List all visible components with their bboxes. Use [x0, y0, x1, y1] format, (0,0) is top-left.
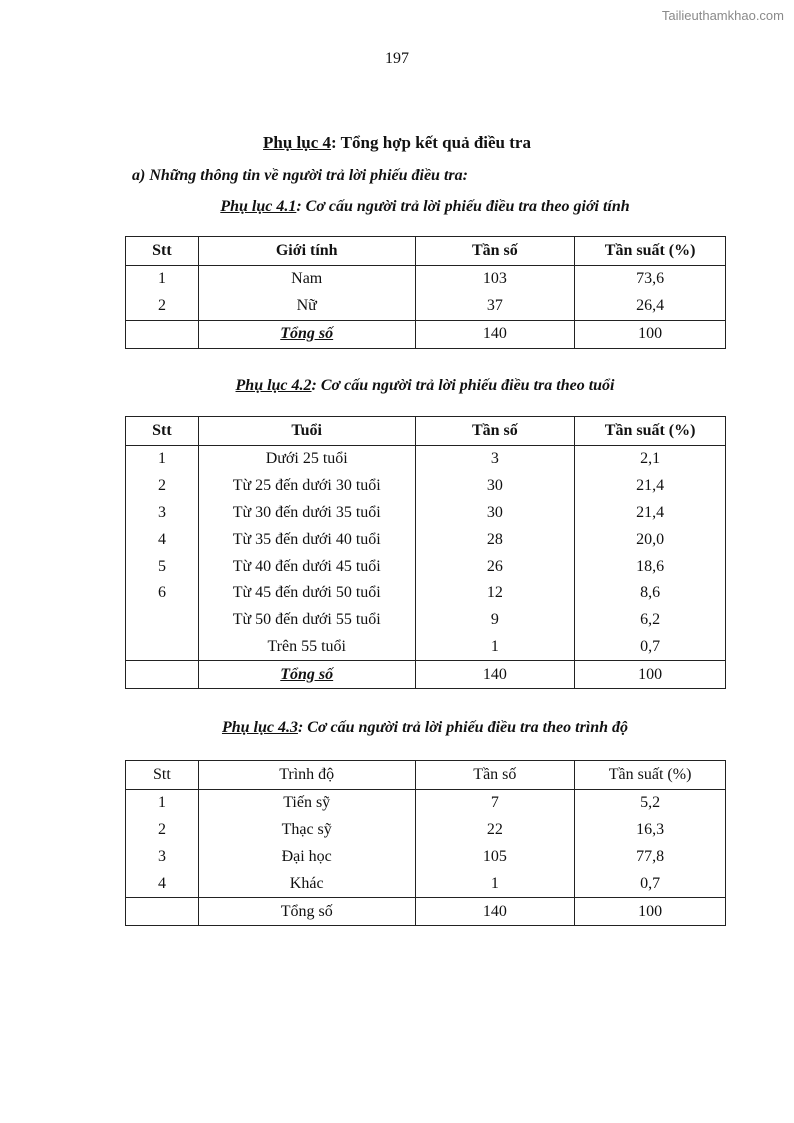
table-cell: Từ 45 đến dưới 50 tuổi [198, 580, 415, 607]
table-cell: 7 [415, 790, 575, 817]
header-cell: Trình độ [198, 761, 415, 790]
header-cell: Tần số [415, 417, 575, 446]
header-cell: Tần suất (%) [575, 237, 726, 266]
table-cell: 21,4 [575, 500, 726, 527]
total-label: Tổng số [198, 320, 415, 348]
header-cell: Tuổi [198, 417, 415, 446]
table-cell: 140 [415, 661, 575, 689]
table-row [126, 293, 726, 320]
total-label: Tổng số [198, 898, 415, 926]
table-row [126, 446, 726, 473]
table-cell: 140 [415, 320, 575, 348]
table-cell: 22 [415, 817, 575, 844]
table-cell: 16,3 [575, 817, 726, 844]
table-cell: 4 [126, 870, 199, 897]
header-cell: Stt [126, 761, 199, 790]
table-header-row [126, 417, 726, 446]
table-cell: 6,2 [575, 607, 726, 634]
table-header-row [126, 237, 726, 266]
caption-label: Phụ lục 4.3 [221, 719, 298, 736]
table-cell: Nữ [198, 293, 415, 320]
table-total-row [126, 898, 726, 926]
header-cell: Stt [126, 237, 199, 266]
table-row [126, 790, 726, 817]
table-row [126, 634, 726, 661]
table-cell: 1 [415, 870, 575, 897]
table-cell: Nam [198, 266, 415, 293]
table-cell: 105 [415, 844, 575, 871]
page-number: 197 [385, 50, 409, 67]
table-cell: 140 [415, 898, 575, 926]
table-education [125, 760, 726, 926]
table-cell: 6 [126, 580, 199, 607]
table-cell [126, 320, 199, 348]
appendix-heading-text: : Tổng hợp kết quả điều tra [331, 133, 531, 152]
table-cell: Dưới 25 tuổi [198, 446, 415, 473]
appendix-heading [0, 133, 794, 153]
total-label: Tổng số [198, 661, 415, 689]
table-cell [126, 898, 199, 926]
table-cell: 3 [126, 500, 199, 527]
table-gender [125, 236, 726, 349]
table-total-row [126, 320, 726, 348]
table-cell: 12 [415, 580, 575, 607]
table-cell: 73,6 [575, 266, 726, 293]
table-cell: 2 [126, 293, 199, 320]
caption-text: : Cơ cấu người trả lời phiếu điều tra theo giới tính [296, 198, 630, 215]
header-cell: Tần số [415, 237, 575, 266]
table-cell: 2 [126, 473, 199, 500]
table-cell: 1 [126, 266, 199, 293]
table-age [125, 416, 726, 689]
table-cell: 100 [575, 898, 726, 926]
table-cell: 30 [415, 500, 575, 527]
table-row [126, 266, 726, 293]
header-cell: Tần suất (%) [575, 417, 726, 446]
table-4-1-caption [0, 198, 794, 216]
table-row [126, 870, 726, 897]
table-cell: 3 [415, 446, 575, 473]
header-cell: Giới tính [198, 237, 415, 266]
table-cell: 77,8 [575, 844, 726, 871]
table-cell: 30 [415, 473, 575, 500]
table-header-row [126, 761, 726, 790]
table-cell: 2 [126, 817, 199, 844]
table-cell: 5,2 [575, 790, 726, 817]
table-cell: Từ 50 đến dưới 55 tuổi [198, 607, 415, 634]
table-cell: 26,4 [575, 293, 726, 320]
table-row [126, 580, 726, 607]
table-cell: 37 [415, 293, 575, 320]
table-cell: 26 [415, 553, 575, 580]
table-cell: Từ 40 đến dưới 45 tuổi [198, 553, 415, 580]
caption-label: Phụ lục 4.2 [235, 377, 312, 394]
watermark: Tailieuthamkhao.com [661, 8, 784, 23]
table-cell: Đại học [198, 844, 415, 871]
table-cell: Khác [198, 870, 415, 897]
table-cell: 5 [126, 553, 199, 580]
table-cell: 3 [126, 844, 199, 871]
table-cell: 2,1 [575, 446, 726, 473]
table-cell: 18,6 [575, 553, 726, 580]
table-cell [126, 661, 199, 689]
header-cell: Tần suất (%) [575, 761, 726, 790]
table-4-3-caption [0, 719, 794, 737]
table-cell: 9 [415, 607, 575, 634]
table-row [126, 553, 726, 580]
table-total-row [126, 661, 726, 689]
table-row [126, 473, 726, 500]
table-row [126, 607, 726, 634]
table-cell: 1 [126, 446, 199, 473]
table-cell: 0,7 [575, 634, 726, 661]
table-cell: Thạc sỹ [198, 817, 415, 844]
table-cell: 1 [126, 790, 199, 817]
table-cell: 20,0 [575, 526, 726, 553]
caption-text: : Cơ cấu người trả lời phiếu điều tra theo tuổi [311, 377, 615, 394]
table-cell: 100 [575, 320, 726, 348]
table-cell: 4 [126, 526, 199, 553]
table-cell: Từ 30 đến dưới 35 tuổi [198, 500, 415, 527]
table-cell [126, 607, 199, 634]
table-cell: 103 [415, 266, 575, 293]
table-cell: Từ 25 đến dưới 30 tuổi [198, 473, 415, 500]
table-cell: 21,4 [575, 473, 726, 500]
section-a-heading: a) Những thông tin về người trả lời phiếu điều tra: [132, 167, 468, 184]
table-cell: 100 [575, 661, 726, 689]
table-cell: 1 [415, 634, 575, 661]
table-row [126, 500, 726, 527]
header-cell: Stt [126, 417, 199, 446]
table-row [126, 844, 726, 871]
table-cell: 0,7 [575, 870, 726, 897]
caption-text: : Cơ cấu người trả lời phiếu điều tra theo trình độ [297, 719, 629, 736]
appendix-heading-label: Phụ lục 4 [263, 133, 332, 152]
table-cell: Từ 35 đến dưới 40 tuổi [198, 526, 415, 553]
table-row [126, 817, 726, 844]
table-cell [126, 634, 199, 661]
table-cell: Tiến sỹ [198, 790, 415, 817]
table-cell: 28 [415, 526, 575, 553]
table-cell: 8,6 [575, 580, 726, 607]
header-cell: Tần số [415, 761, 575, 790]
caption-label: Phụ lục 4.1 [220, 198, 297, 215]
table-cell: Trên 55 tuổi [198, 634, 415, 661]
table-row [126, 526, 726, 553]
table-4-2-caption [0, 377, 794, 395]
